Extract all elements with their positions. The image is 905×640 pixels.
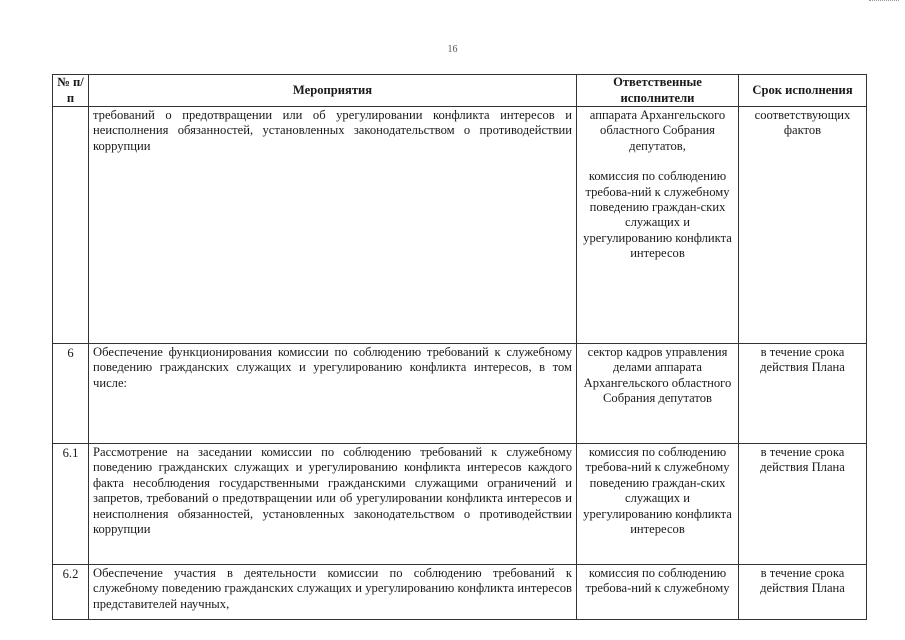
plan-table [52, 74, 867, 620]
row-event: Рассмотрение на заседании комиссии по соблюдению требований к служебному поведению гражданских служащих и урегулированию конфликта интересов каждого факта несоблюдения государственными гражданскими служащими ограничений и запретов, требований о предотвращении или об урегулировании конфликта интересов и неисполнения обязанностей, установленных законодательством о противодействии коррупции [89, 444, 577, 565]
row-num: 6.1 [53, 444, 89, 565]
header-event: Мероприятия [89, 75, 577, 107]
row-responsible: сектор кадров управления делами аппарата Архангельского областного Собрания депутатов [577, 344, 739, 444]
table-row [53, 565, 867, 620]
page-number: 16 [447, 44, 458, 55]
row-term: в течение срока действия Плана [739, 344, 867, 444]
header-num: № п/п [53, 75, 89, 107]
responsible-text: комиссия по соблюдению требова-ний к служебному поведению граждан-ских служащих и урегулированию конфликта интересов [583, 169, 732, 261]
row-responsible [577, 107, 739, 344]
row-term: в течение срока действия Плана [739, 565, 867, 620]
table-row [53, 107, 867, 344]
responsible-text: аппарата Архангельского областного Собрания депутатов, [589, 108, 726, 153]
table-row [53, 344, 867, 444]
spacer [581, 154, 734, 169]
row-responsible: комиссия по соблюдению требова-ний к служебному поведению граждан-ских служащих и урегулированию конфликта интересов [577, 444, 739, 565]
header-responsible: Ответственные исполнители [577, 75, 739, 107]
row-num [53, 107, 89, 344]
table-header-row [53, 75, 867, 107]
row-event: Обеспечение участия в деятельности комиссии по соблюдению требований к служебному поведению гражданских служащих и урегулированию конфликта интересов представителей научных, [89, 565, 577, 620]
row-num: 6 [53, 344, 89, 444]
corner-mark [869, 0, 899, 3]
table-row [53, 444, 867, 565]
header-term: Срок исполнения [739, 75, 867, 107]
row-term: соответствующих фактов [739, 107, 867, 344]
row-event: Обеспечение функционирования комиссии по соблюдению требований к служебному поведению гражданских служащих и урегулированию конфликта интересов, в том числе: [89, 344, 577, 444]
row-num: 6.2 [53, 565, 89, 620]
row-responsible: комиссия по соблюдению требова-ний к служебному [577, 565, 739, 620]
row-event: требований о предотвращении или об урегулировании конфликта интересов и неисполнения обязанностей, установленных законодательством о противодействии коррупции [89, 107, 577, 344]
row-term: в течение срока действия Плана [739, 444, 867, 565]
